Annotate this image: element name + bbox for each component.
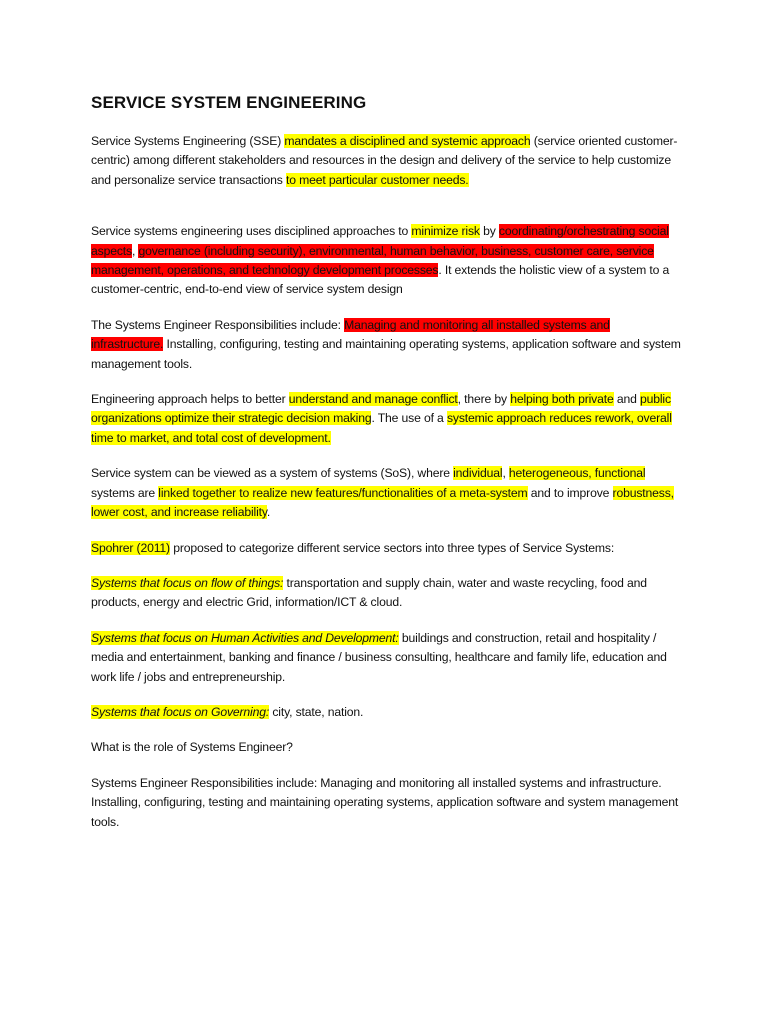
yellow-highlight: heterogeneous, functional [508, 466, 646, 481]
red-highlight: Managing and monitoring all installed systems and infrastructure. [91, 317, 610, 352]
text-run: and to improve [527, 485, 613, 500]
paragraph-system-of-systems [91, 464, 681, 522]
paragraph-responsibilities-repeat: Systems Engineer Responsibilities include: Managing and monitoring all installed systems and infrastructure. Installing, configuring, testing and maintaining operating systems, application software and system management tools. [91, 775, 679, 829]
paragraph-spohrer [91, 539, 681, 558]
text-run: . [266, 505, 271, 520]
text-run: proposed to categorize different service sectors into three types of Service Systems: [169, 540, 615, 555]
yellow-highlight-italic: Systems that focus on Governing: [91, 704, 270, 719]
text-run: , there by [457, 392, 511, 407]
paragraph-human-activities [91, 629, 681, 687]
text-run: transportation and supply chain, water and waste recycling, food and products, energy and electric Grid, information/ICT & cloud. [91, 575, 647, 610]
yellow-highlight: systemic approach reduces rework, overall time to market, and total cost of development. [91, 411, 672, 445]
paragraph-question: What is the role of Systems Engineer? [91, 740, 293, 755]
text-run: Engineering approach helps to better [91, 392, 289, 407]
text-run: The Systems Engineer Responsibilities include: [91, 317, 345, 332]
text-run: Service system can be viewed as a system of systems (SoS), where [91, 466, 454, 481]
text-run: city, state, nation. [269, 704, 364, 719]
yellow-highlight-italic: Systems that focus on Human Activities and Development: [91, 630, 399, 645]
yellow-highlight: helping both private [510, 392, 614, 407]
text-run: (service oriented customer-centric) among different stakeholders and resources in the design and delivery of the service to help customize and personalize service transactions [91, 134, 678, 187]
text-run: buildings and construction, retail and hospitality / media and entertainment, banking and finance / business consulting, healthcare and family life, education and work life / jobs and entrepreneurship. [91, 630, 667, 684]
yellow-highlight: to meet particular customer needs. [285, 172, 469, 187]
text-run: , [502, 466, 509, 481]
yellow-highlight: robustness, lower cost, and increase reliability [91, 485, 674, 520]
yellow-highlight: individual [453, 466, 503, 481]
paragraph-sse-definition [91, 132, 681, 190]
yellow-highlight: public organizations optimize their strategic decision making [91, 392, 671, 426]
yellow-highlight: mandates a disciplined and systemic approach [284, 134, 531, 148]
yellow-highlight-italic: Systems that focus on flow of things: [91, 575, 284, 590]
yellow-highlight: understand and manage conflict [288, 392, 458, 407]
paragraph-engineer-responsibilities [91, 316, 681, 374]
text-run: Service Systems Engineering (SSE) [91, 134, 285, 148]
text-run: and [613, 392, 640, 407]
document-title: SERVICE SYSTEM ENGINEERING [91, 93, 367, 112]
yellow-highlight: Spohrer (2011) [91, 540, 170, 555]
document-page [91, 92, 681, 848]
text-run: Installing, configuring, testing and maintaining operating systems, application software and system management tools. [91, 337, 681, 371]
text-run: . It extends the holistic view of a system to a customer-centric, end-to-end view of service system design [91, 263, 670, 297]
red-highlight: governance (including security), environmental, human behavior, business, customer care, service management, operations, and technology development processes [91, 243, 654, 278]
text-run: systems are [91, 485, 159, 500]
text-run: , [131, 243, 139, 258]
paragraph-flow-of-things [91, 574, 681, 613]
red-highlight: coordinating/orchestrating social aspects [91, 224, 669, 258]
yellow-highlight: minimize risk [411, 224, 480, 239]
paragraph-governing [91, 703, 681, 722]
text-run: . The use of a [371, 411, 447, 426]
text-run: Service systems engineering uses disciplined approaches to [91, 224, 412, 239]
paragraph-sse-approaches [91, 222, 681, 300]
text-run: by [479, 224, 499, 239]
paragraph-engineering-approach [91, 390, 681, 448]
yellow-highlight: linked together to realize new features/functionalities of a meta-system [158, 485, 528, 500]
